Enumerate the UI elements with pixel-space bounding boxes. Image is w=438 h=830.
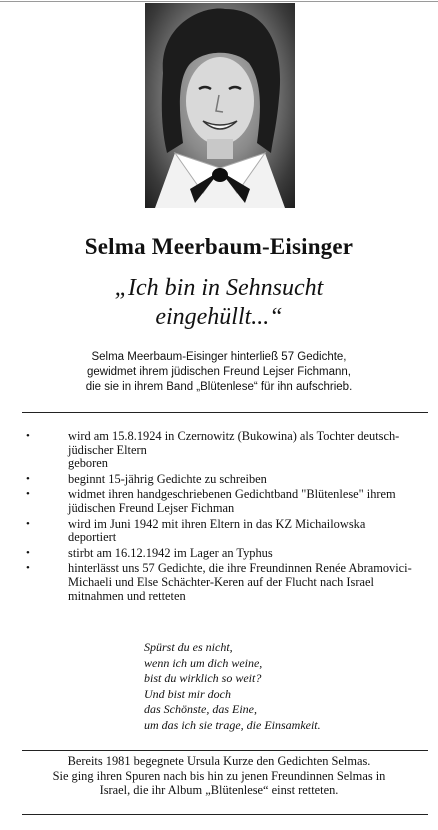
intro-paragraph [20,350,418,395]
bio-line: mitnahmen und retteten [68,588,186,603]
portrait-illustration [145,3,295,208]
portrait-photo [145,3,295,208]
bio-item [26,488,430,515]
bio-line: deportiert [68,530,117,545]
bio-line: jüdischen Freund Lejser Fichman [68,500,235,515]
bottom-divider [22,814,428,815]
bio-line: geboren [68,456,108,471]
top-divider [0,1,438,2]
outro-line: Sie ging ihren Spuren nach bis hin zu jenen Freundinnen Selmas in [52,768,386,783]
poem-line: das Schönste, das Eine, [144,702,257,717]
bio-item [26,562,430,603]
poem-line: bist du wirklich so weit? [144,671,262,686]
poem-excerpt [144,640,404,734]
bio-line: beginnt 15-jährig Gedichte zu schreiben [68,471,267,486]
outro-line: Israel, die ihr Album „Blütenlese“ einst retteten. [99,783,339,798]
poem-line: wenn ich um dich weine, [144,655,263,670]
bio-item [26,518,430,545]
bio-line: jüdischer Eltern [68,442,147,457]
person-name: Selma Meerbaum-Eisinger [84,234,354,259]
biography-list [26,430,430,605]
bio-line: widmet ihren handgeschriebenen Gedichtband "Blütenlese" ihrem [68,487,396,502]
bio-item [26,430,430,471]
poem-line: um das ich sie trage, die Einsamkeit. [144,717,321,732]
bio-line: wird im Juni 1942 mit ihren Eltern in das KZ Michailowska [68,516,366,531]
bullet-icon: • [26,488,30,501]
bullet-icon: • [26,562,30,575]
section-divider [22,750,428,751]
section-divider [22,412,428,413]
bio-line: stirbt am 16.12.1942 im Lager an Typhus [68,545,273,560]
outro-paragraph [20,754,418,798]
quote-line: eingehüllt...“ [155,304,283,330]
poem-line: Und bist mir doch [144,686,231,701]
bullet-icon: • [26,472,30,485]
quote-line: „Ich bin in Sehnsucht [114,275,324,301]
outro-line: Bereits 1981 begegnete Ursula Kurze den Gedichten Selmas. [67,754,371,768]
bio-line: Michaeli und Else Schächter-Keren auf der Flucht nach Israel [68,574,374,589]
bio-item [26,547,430,561]
intro-line: die sie in ihrem Band „Blütenlese“ für ihn aufschrieb. [85,381,353,393]
bullet-icon: • [26,430,30,442]
poem-line: Spürst du es nicht, [144,640,233,654]
title-quote [40,274,398,332]
intro-line: gewidmet ihrem jüdischen Freund Lejser Fichmann, [87,366,351,378]
intro-line: Selma Meerbaum-Eisinger hinterließ 57 Gedichte, [91,351,347,363]
bio-line: wird am 15.8.1924 in Czernowitz (Bukowina) als Tochter deutsch- [68,429,400,443]
bullet-icon: • [26,517,30,530]
bio-line: hinterlässt uns 57 Gedichte, die ihre Freundinnen Renée Abramovici- [68,561,412,576]
bullet-icon: • [26,546,30,559]
bio-item [26,473,430,487]
